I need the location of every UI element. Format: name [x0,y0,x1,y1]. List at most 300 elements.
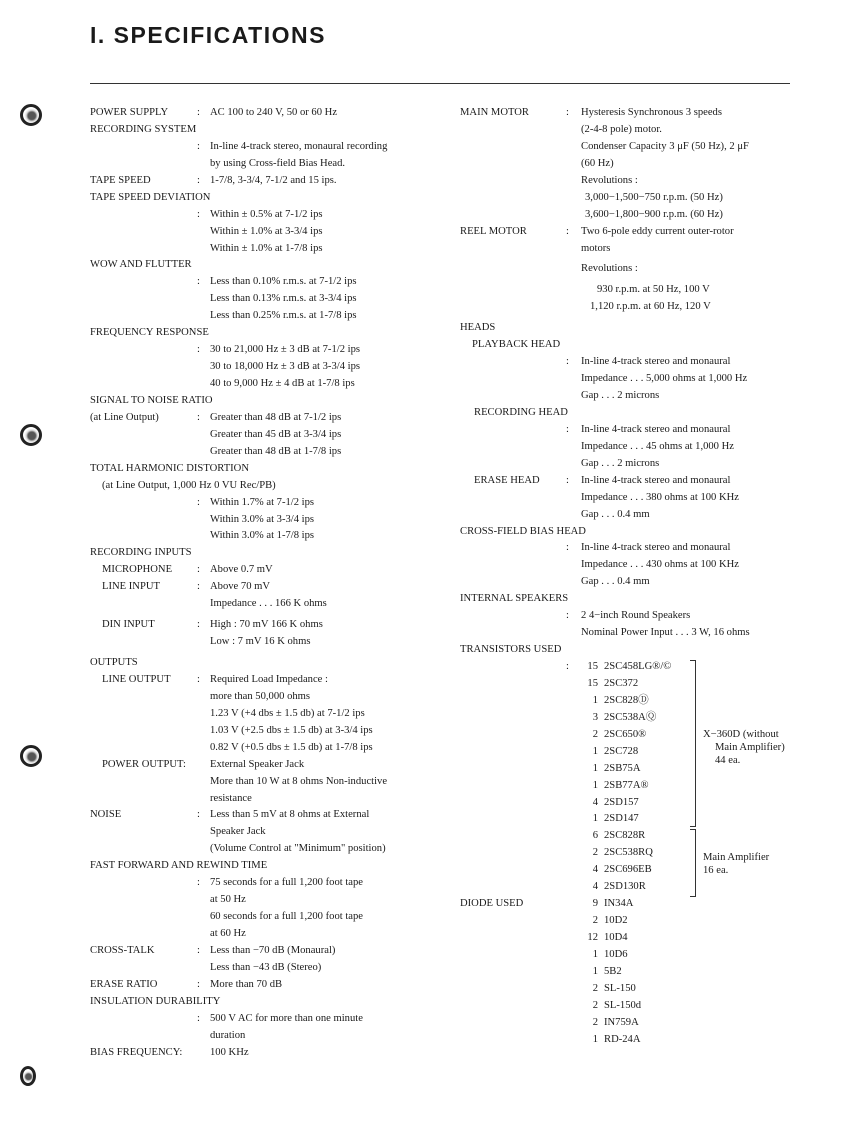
spec-label: DIN INPUT [102,619,155,631]
spec-line [90,689,450,706]
spec-value: 500 V AC for more than one minute [210,1012,363,1024]
spec-line [90,807,450,824]
spec-label: MAIN MOTOR [460,107,529,118]
spec-value: In-line 4-track stereo and monaural [581,423,731,435]
spec-label: POWER SUPPLY [90,107,169,118]
part-number: 10D4 [604,932,628,943]
part-number: IN759A [604,1016,639,1028]
spec-line [460,693,860,710]
spec-line [90,444,450,461]
spec-label: NOISE [90,809,122,821]
spec-value: Less than 0.10% r.m.s. at 7-1/2 ips [210,276,357,288]
spec-line [460,727,860,744]
spec-line [460,879,860,896]
binder-hole-3 [20,745,42,767]
spec-line [460,811,860,828]
spec-label: FREQUENCY RESPONSE [90,327,209,339]
spec-colon: : [566,107,569,118]
part-quantity: 1 [592,948,598,960]
spec-line [460,1032,860,1049]
binder-hole-4 [20,1066,36,1086]
spec-colon: : [566,610,569,622]
spec-line [460,947,860,964]
spec-value: Gap . . . 0.4 mm [581,576,650,588]
spec-line [460,913,860,930]
spec-value: 100 KHz [210,1046,249,1058]
spec-line [90,706,450,723]
spec-colon: : [197,344,200,356]
part-number: RD-24A [604,1033,641,1045]
spec-line [460,862,860,879]
spec-value: 3,000−1,500−750 r.p.m. (50 Hz) [585,191,723,203]
spec-line [90,723,450,740]
spec-line [460,320,860,337]
part-number: 5B2 [604,965,622,977]
spec-line [460,625,860,642]
spec-line [90,207,450,224]
spec-line [460,388,860,405]
spec-label: CROSS-TALK [90,944,155,956]
part-number: 2SC458LG®/© [604,661,672,672]
spec-line [460,299,860,316]
part-quantity: 2 [592,982,598,994]
spec-label: LINE OUTPUT [102,673,171,685]
spec-label: FAST FORWARD AND REWIND TIME [90,860,268,872]
spec-line [90,1028,450,1045]
spec-line [460,139,860,156]
spec-value: Impedance . . . 380 ohms at 100 KHz [581,491,739,503]
spec-value: 30 to 18,000 Hz ± 3 dB at 3-3/4 ips [210,361,360,373]
spec-label: BIAS FREQUENCY: [90,1046,183,1058]
spec-line [90,562,450,579]
part-quantity: 1 [592,813,598,825]
spec-label: POWER OUTPUT: [102,758,186,770]
spec-line [460,828,860,845]
part-quantity: 2 [592,999,598,1011]
spec-label: (at Line Output) [90,411,159,423]
spec-value: resistance [210,792,252,804]
spec-value: 1.23 V (+4 dbs ± 1.5 db) at 7-1/2 ips [210,707,365,719]
spec-value: Less than −43 dB (Stereo) [210,961,322,973]
part-quantity: 9 [592,898,598,910]
part-quantity: 4 [592,881,598,893]
spec-line [90,1045,450,1062]
spec-label: OUTPUTS [90,657,138,668]
part-quantity: 1 [592,694,598,706]
specs-left-column [90,105,450,1062]
spec-line [460,795,860,812]
spec-line [460,557,860,574]
part-number: SL-150d [604,999,642,1011]
spec-line [90,325,450,342]
spec-colon: : [566,661,569,672]
spec-line [460,241,860,258]
part-number: 2SC372 [604,677,639,689]
spec-line [90,994,450,1011]
spec-line [90,824,450,841]
spec-value: Within 1.7% at 7-1/2 ips [210,496,315,508]
part-number: 2SB77A® [604,779,649,791]
spec-line [90,308,450,325]
spec-colon: : [197,619,200,631]
spec-line [90,740,450,757]
brace-note-line: Main Amplifier [703,852,770,863]
page-title: I. SPECIFICATIONS [90,22,326,48]
spec-value: Within 3.0% at 3-3/4 ips [210,513,315,525]
spec-label: ERASE RATIO [90,978,158,990]
part-quantity: 1 [592,745,598,757]
brace-note-line: Main Amplifier) [715,742,785,753]
part-number: 2SC696EB [604,864,652,876]
spec-label: SIGNAL TO NOISE RATIO [90,394,213,406]
spec-line [90,224,450,241]
spec-value: In-line 4-track stereo and monaural [581,474,731,486]
spec-line [90,1011,450,1028]
spec-line [90,478,450,495]
spec-value: Impedance . . . 430 ohms at 100 KHz [581,559,739,571]
part-number: 10D2 [604,915,628,927]
spec-line [90,528,450,545]
spec-colon: : [197,564,200,576]
spec-value: 1,120 r.p.m. at 60 Hz, 120 V [590,301,711,313]
spec-value: at 60 Hz [210,928,246,939]
spec-label: TAPE SPEED DEVIATION [90,191,211,203]
spec-value: Required Load Impedance : [210,673,328,685]
spec-line [90,926,450,943]
spec-line [460,845,860,862]
spec-line [460,778,860,795]
part-quantity: 1 [592,762,598,774]
spec-value: Hysteresis Synchronous 3 speeds [581,107,722,118]
part-number: 2SD147 [604,813,639,825]
part-number: 2SD157 [604,796,639,808]
spec-line [460,761,860,778]
spec-line [90,427,450,444]
part-quantity: 12 [587,932,598,943]
spec-line [460,156,860,173]
spec-value: Less than −70 dB (Monaural) [210,944,336,956]
spec-line [90,617,450,634]
spec-line [460,964,860,981]
spec-line [460,371,860,388]
spec-value: Above 70 mV [210,581,271,593]
spec-value: 40 to 9,000 Hz ± 4 dB at 1-7/8 ips [210,378,355,389]
part-quantity: 1 [592,1033,598,1045]
part-quantity: 15 [587,677,598,689]
spec-label: TAPE SPEED [90,174,151,186]
spec-value: Gap . . . 0.4 mm [581,508,650,520]
spec-colon: : [197,107,200,118]
spec-value: Gap . . . 2 microns [581,457,660,469]
spec-line [90,190,450,207]
spec-line [460,207,860,224]
spec-value: In-line 4-track stereo and monaural [581,356,731,368]
spec-colon: : [197,944,200,956]
spec-value: Gap . . . 2 microns [581,390,660,401]
spec-value: Revolutions : [581,263,638,275]
spec-label: CROSS-FIELD BIAS HEAD [460,525,586,537]
spec-line [90,291,450,308]
part-number: 2SC650® [604,728,647,740]
spec-value: High : 70 mV 166 K ohms [210,619,323,631]
part-number: 2SC728 [604,745,639,757]
spec-line [90,960,450,977]
spec-colon: : [566,225,569,237]
brace-x360d [690,660,696,827]
spec-line [90,943,450,960]
spec-label: WOW AND FLUTTER [90,259,192,271]
spec-value: Impedance . . . 45 ohms at 1,000 Hz [581,440,734,452]
part-number: 2SB75A [604,762,641,774]
part-quantity: 2 [592,915,598,927]
spec-value: External Speaker Jack [210,758,305,770]
part-quantity: 3 [592,711,598,723]
spec-line [460,224,860,241]
spec-line [90,858,450,875]
part-number: 2SC538RQ [604,847,653,859]
spec-colon: : [197,673,200,685]
spec-line [90,410,450,427]
part-number: 2SC828Ⓓ [604,694,649,706]
spec-value: More than 10 W at 8 ohms Non-inductive [210,775,388,787]
part-quantity: 2 [592,1016,598,1028]
brace-note-main-amplifier [703,851,769,877]
spec-value: In-line 4-track stereo and monaural [581,542,731,554]
spec-label: HEADS [460,322,496,334]
spec-value: Greater than 45 dB at 3-3/4 ips [210,428,342,440]
spec-line [90,156,450,173]
spec-value: Nominal Power Input . . . 3 W, 16 ohms [581,627,750,639]
spec-line [460,354,860,371]
spec-line [460,998,860,1015]
spec-value: Low : 7 mV 16 K ohms [210,636,311,648]
spec-colon: : [566,474,569,486]
spec-value: More than 70 dB [210,978,283,990]
spec-value: 60 seconds for a full 1,200 foot tape [210,911,363,923]
spec-value: Speaker Jack [210,826,266,838]
spec-value: Within ± 0.5% at 7-1/2 ips [210,208,323,220]
spec-line [460,173,860,190]
spec-value: (Volume Control at "Minimum" position) [210,843,386,855]
spec-label: INSULATION DURABILITY [90,995,221,1007]
spec-line [460,439,860,456]
part-quantity: 4 [592,864,598,876]
spec-label: LINE INPUT [102,581,160,593]
part-quantity: 2 [592,728,598,740]
spec-line [460,710,860,727]
spec-line [460,930,860,947]
spec-line [90,977,450,994]
spec-line [460,540,860,557]
part-quantity: 15 [587,661,598,672]
spec-line [460,456,860,473]
spec-value: (2-4-8 pole) motor. [581,123,662,135]
spec-line [90,841,450,858]
spec-label: RECORDING SYSTEM [90,123,197,135]
spec-label: TRANSISTORS USED [460,644,562,656]
spec-value: 2 4−inch Round Speakers [581,610,691,622]
spec-line [90,892,450,909]
spec-colon: : [197,174,200,186]
spec-line [90,342,450,359]
spec-value: Impedance . . . 166 K ohms [210,598,327,610]
part-quantity: 1 [592,965,598,977]
spec-line [90,634,450,651]
spec-value: 930 r.p.m. at 50 Hz, 100 V [597,284,710,296]
spec-line [460,337,860,354]
part-quantity: 2 [592,847,598,859]
spec-value: (60 Hz) [581,157,614,169]
spec-line [90,241,450,258]
spec-line [90,875,450,892]
spec-colon: : [197,208,200,220]
spec-colon: : [197,809,200,821]
spec-line [460,524,860,541]
spec-line [90,122,450,139]
spec-colon: : [197,140,200,152]
part-quantity: 4 [592,796,598,808]
spec-colon: : [566,356,569,368]
spec-line [90,139,450,156]
spec-label: TOTAL HARMONIC DISTORTION [90,462,249,474]
spec-value: AC 100 to 240 V, 50 or 60 Hz [210,107,338,118]
spec-line [460,642,860,659]
spec-value: at 50 Hz [210,894,246,906]
spec-colon: : [197,496,200,508]
spec-label: RECORDING HEAD [474,406,568,418]
spec-label: RECORDING INPUTS [90,547,192,559]
spec-value: In-line 4-track stereo, monaural recording [210,140,388,152]
header-rule [90,83,790,84]
brace-note-line: 16 ea. [703,865,729,876]
spec-line [460,405,860,422]
spec-line [460,608,860,625]
part-quantity: 1 [592,779,598,791]
part-number: 2SC538AⓆ [604,711,657,723]
spec-line [90,461,450,478]
brace-note-line: 44 ea. [715,755,741,766]
spec-value: more than 50,000 ohms [210,690,311,702]
spec-line [90,376,450,393]
spec-line [460,190,860,207]
spec-line [460,422,860,439]
binder-hole-1 [20,104,42,126]
part-number: 10D6 [604,948,628,960]
spec-label: MICROPHONE [102,564,173,576]
spec-line [460,896,860,913]
spec-value: 30 to 21,000 Hz ± 3 dB at 7-1/2 ips [210,344,360,356]
spec-value: Impedance . . . 5,000 ohms at 1,000 Hz [581,373,748,385]
spec-value: Greater than 48 dB at 1-7/8 ips [210,445,342,457]
part-number: 2SC828R [604,830,646,842]
part-quantity: 6 [592,830,598,842]
spec-value: Two 6-pole eddy current outer-rotor [581,225,734,237]
spec-line [460,105,860,122]
spec-value: 1-7/8, 3-3/4, 7-1/2 and 15 ips. [210,174,337,186]
spec-value: Above 0.7 mV [210,564,273,576]
spec-value: 1.03 V (+2.5 dbs ± 1.5 db) at 3-3/4 ips [210,724,373,736]
spec-label: PLAYBACK HEAD [472,339,561,351]
spec-label: (at Line Output, 1,000 Hz 0 VU Rec/PB) [102,479,276,491]
spec-value: 75 seconds for a full 1,200 foot tape [210,877,363,889]
spec-value: Revolutions : [581,174,638,186]
spec-line [460,261,860,278]
spec-value: 3,600−1,800−900 r.p.m. (60 Hz) [585,208,723,220]
spec-label: REEL MOTOR [460,225,527,237]
spec-value: Within ± 1.0% at 1-7/8 ips [210,242,323,254]
spec-line [460,507,860,524]
binder-hole-2 [20,424,42,446]
spec-line [460,591,860,608]
spec-line [90,173,450,190]
spec-value: Less than 0.25% r.m.s. at 1-7/8 ips [210,310,357,322]
spec-line [460,122,860,139]
spec-line [90,791,450,808]
spec-label: DIODE USED [460,898,524,910]
spec-line [90,596,450,613]
spec-line [90,257,450,274]
spec-label: ERASE HEAD [474,474,540,486]
spec-line [460,490,860,507]
spec-line [90,495,450,512]
spec-line [460,676,860,693]
spec-colon: : [197,877,200,889]
spec-line [90,655,450,672]
spec-colon: : [566,542,569,554]
spec-colon: : [197,411,200,423]
brace-note-x360d [703,728,785,767]
spec-colon: : [197,276,200,288]
spec-value: Greater than 48 dB at 7-1/2 ips [210,411,342,423]
spec-line [90,672,450,689]
specs-right-column [460,105,860,1049]
spec-colon: : [197,581,200,593]
spec-colon: : [197,978,200,990]
spec-line [90,359,450,376]
spec-value: Condenser Capacity 3 μF (50 Hz), 2 μF [581,140,749,152]
spec-line [460,659,860,676]
part-number: SL-150 [604,982,636,994]
spec-line [90,579,450,596]
brace-main-amplifier [690,829,696,897]
spec-value: duration [210,1029,246,1041]
spec-line [90,909,450,926]
spec-label: INTERNAL SPEAKERS [460,593,569,605]
spec-colon: : [566,423,569,435]
spec-value: Less than 5 mV at 8 ohms at External [210,809,370,821]
spec-line [460,473,860,490]
part-number: IN34A [604,898,634,910]
spec-line [90,545,450,562]
spec-value: Within ± 1.0% at 3-3/4 ips [210,225,323,237]
spec-line [460,282,860,299]
spec-line [460,981,860,998]
spec-line [460,574,860,591]
spec-line [90,774,450,791]
spec-line [90,274,450,291]
brace-note-line: X−360D (without [703,729,779,740]
spec-line [90,393,450,410]
part-number: 2SD130R [604,881,646,893]
spec-value: motors [581,242,611,254]
spec-line [90,512,450,529]
spec-colon: : [197,1012,200,1024]
spec-line [90,105,450,122]
spec-value: 0.82 V (+0.5 dbs ± 1.5 db) at 1-7/8 ips [210,741,373,753]
spec-value: Within 3.0% at 1-7/8 ips [210,530,315,542]
spec-line [460,744,860,761]
spec-value: by using Cross-field Bias Head. [210,157,346,169]
